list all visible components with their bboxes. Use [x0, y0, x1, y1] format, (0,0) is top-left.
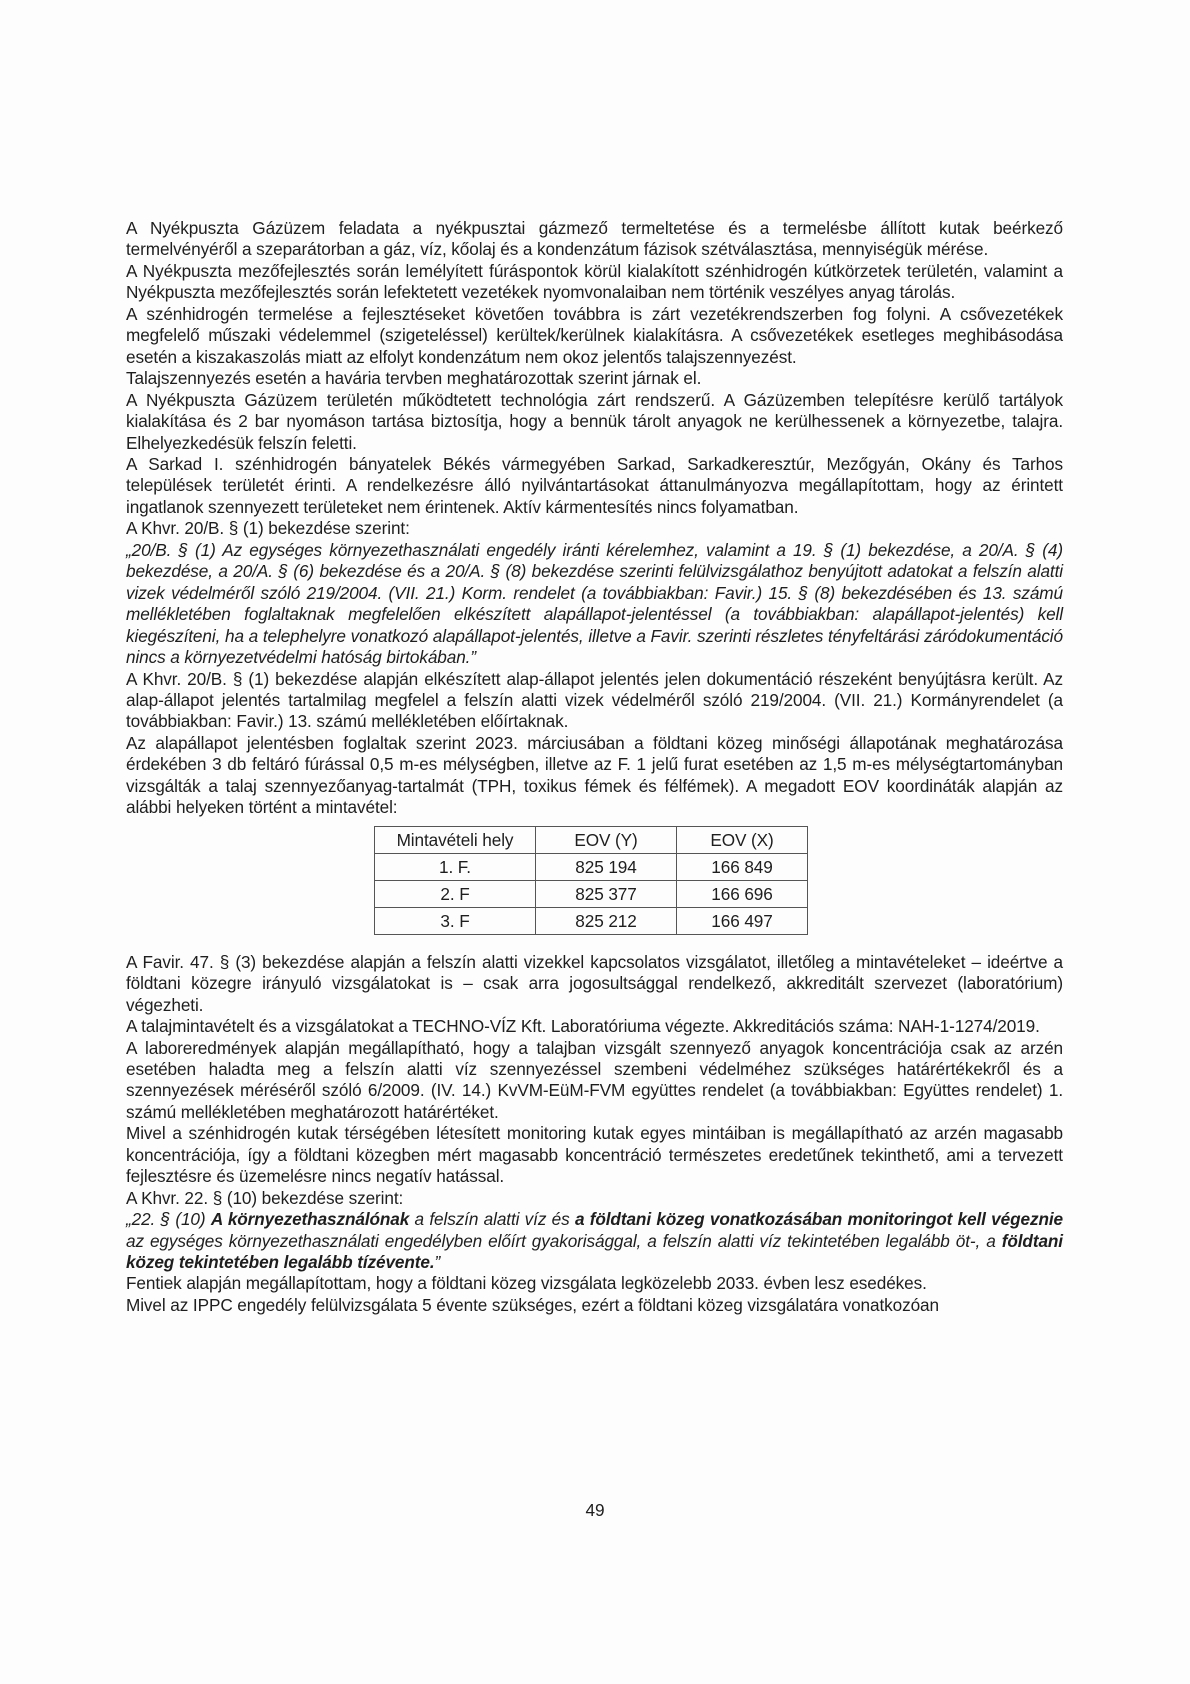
- table-row: [375, 907, 808, 934]
- paragraph-khvr-20b-intro: A Khvr. 20/B. § (1) bekezdése szerint:: [126, 518, 410, 539]
- table-header-row: [375, 826, 808, 853]
- quote-bold-text: A környezethasználónak: [210, 1209, 410, 1230]
- paragraph-mezofejlesztes: A Nyékpuszta mezőfejlesztés során lemélyített fúráspontok körül kialakított szénhidrogén kútkörzetek területén, valamint a Nyékpuszta mezőfejlesztés során lefektetett vezetékek nyomvonalaiban nem történik veszélyes anyag tárolás.: [126, 260, 1063, 303]
- cell-location: 1. F.: [375, 853, 536, 880]
- paragraph-vezetekrendszer: A szénhidrogén termelése a fejlesztéseket követően továbbra is zárt vezetékrendszerben fog folyni. A csővezetékek megfelelő műszaki védelemmel (szigeteléssel) kerültek/kerülnek kialakításra. A csővezetékek esetleges meghibásodása esetén a kiszakaszolás miatt az elfolyt kondenzátum nem okoz jelentős talajszennyezést.: [126, 303, 1063, 367]
- cell-eov-y: 825 377: [536, 880, 677, 907]
- paragraph-mintavetel: Az alapállapot jelentésben foglaltak szerint 2023. márciusában a földtani közeg minőségi állapotának meghatározása érdekében 3 db feltáró fúrással 0,5 m-es mélységben, illetve az F. 1 jelű furat esetében az 1,5 m-es mélységtartományban vizsgálták a talaj szennyezőanyag-tartalmát (TPH, toxikus fémek és félfémek). A megadott EOV koordináták alapján az alábbi helyeken történt a mintavétel:: [126, 732, 1063, 818]
- table-row: [375, 853, 808, 880]
- header-eov-y: EOV (Y): [536, 826, 677, 853]
- cell-eov-x: 166 849: [677, 853, 808, 880]
- paragraph-gazuzem-task: A Nyékpuszta Gázüzem feladata a nyékpusztai gázmező termeltetése és a termelésbe állított kutak beérkező termelvényéről a szeparátorban a gáz, víz, kőolaj és a kondenzátum fázisok szétválasztása, mennyiségük mérése.: [126, 218, 1063, 260]
- table-row: [375, 880, 808, 907]
- quote-text: a felszín alatti víz és: [409, 1209, 575, 1230]
- page-number: 49: [585, 1500, 605, 1520]
- sampling-locations-table: [374, 826, 808, 935]
- header-mintaveteli-hely: Mintavételi hely: [375, 826, 536, 853]
- paragraph-technologia: A Nyékpuszta Gázüzem területén működtetett technológia zárt rendszerű. A Gázüzemben telepítésre kerülő tartályok kialakítása és 2 bar nyomáson tartása biztosítja, hogy a bennük tárolt anyagok ne kerülhessenek a környezetbe, talajra. Elhelyezkedésük felszín feletti.: [126, 389, 1063, 453]
- quote-khvr-20b: „20/B. § (1) Az egységes környezethasználati engedély iránti kérelemhez, valamint a 19. § (1) bekezdése, a 20/A. § (4) bekezdése, a 20/A. § (6) bekezdése és a 20/A. § (8) bekezdése szerinti felülvizsgálathoz benyújtott adatokat a felszín alatti vizek védelméről szóló 219/2004. (VII. 21.) Korm. rendelet (a továbbiakban: Favir.) 15. § (8) bekezdésében és 13. számú mellékletében foglaltaknak megfelelően elkészített alapállapot-jelentéssel (a továbbiakban: alapállapot-jelentés) kell kiegészíteni, ha a telephelyre vonatkozó alapállapot-jelentés, illetve a Favir. szerinti részletes tényfeltárási záródokumentáció nincs a környezetvédelmi hatóság birtokában.”: [126, 539, 1063, 668]
- cell-eov-x: 166 696: [677, 880, 808, 907]
- paragraph-techno-viz: A talajmintavételt és a vizsgálatokat a TECHNO-VÍZ Kft. Laboratóriuma végezte. Akkreditációs száma: NAH-1-1274/2019.: [126, 1016, 1040, 1037]
- paragraph-havaria: Talajszennyezés esetén a havária tervben meghatározottak szerint járnak el.: [126, 368, 702, 389]
- header-eov-x: EOV (X): [677, 826, 808, 853]
- cell-location: 2. F: [375, 880, 536, 907]
- cell-eov-x: 166 497: [677, 907, 808, 934]
- body-text: [126, 218, 1063, 1316]
- cell-location: 3. F: [375, 907, 536, 934]
- quote-text: „22. § (10): [126, 1209, 211, 1230]
- paragraph-khvr-22-intro: A Khvr. 22. § (10) bekezdése szerint:: [126, 1187, 404, 1208]
- quote-bold-text: földtani közeg tekintetében legalább tízévente.: [126, 1230, 1063, 1273]
- cell-eov-y: 825 212: [536, 907, 677, 934]
- paragraph-ippc: Mivel az IPPC engedély felülvizsgálata 5 évente szükséges, ezért a földtani közeg vizsgálatára vonatkozóan: [126, 1294, 939, 1315]
- quote-text: az egységes környezethasználati engedélyben előírt gyakorisággal, a felszín alatti víz tekintetében legalább öt-, a: [126, 1230, 1002, 1251]
- paragraph-favir-47: A Favir. 47. § (3) bekezdése alapján a felszín alatti vizekkel kapcsolatos vizsgálatot, illetőleg a mintavételeket – ideértve a földtani közegre irányuló vizsgálatokat is – csak arra jogosultsággal rendelkező, akkreditált szervezet (laboratórium) végezheti.: [126, 951, 1063, 1015]
- sampling-table-wrapper: [126, 819, 1063, 952]
- paragraph-alapallapot-jelentes: A Khvr. 20/B. § (1) bekezdése alapján elkészített alap-állapot jelentés jelen dokumentáció részeként benyújtásra került. Az alap-állapot jelentés tartalmilag megfelel a felszín alatti vizek védelméről szóló 219/2004. (VII. 21.) Kormányrendelet (a továbbiakban: Favir.) 13. számú mellékletében előírtaknak.: [126, 668, 1063, 732]
- cell-eov-y: 825 194: [536, 853, 677, 880]
- quote-bold-text: a földtani közeg vonatkozásában monitoringot kell végeznie: [574, 1209, 1063, 1230]
- quote-khvr-22: [126, 1209, 1063, 1273]
- paragraph-fentiek-alapjan: Fentiek alapján megállapítottam, hogy a földtani közeg vizsgálata legközelebb 2033. évben lesz esedékes.: [126, 1273, 927, 1294]
- paragraph-arzen: Mivel a szénhidrogén kutak térségében létesített monitoring kutak egyes mintáiban is megállapítható az arzén magasabb koncentrációja, így a földtani közegben mért magasabb koncentráció természetes eredetűnek tekinthető, ami a tervezett fejlesztésre és üzemelésre nincs negatív hatással.: [126, 1123, 1063, 1187]
- paragraph-sarkad: A Sarkad I. szénhidrogén bányatelek Békés vármegyében Sarkad, Sarkadkeresztúr, Mezőgyán, Okány és Tarhos települések területét érinti. A rendelkezésre álló nyilvántartásokat áttanulmányozva megállapítottam, hogy az érintett ingatlanok szennyezett területeket nem érintenek. Aktív kármentesítés nincs folyamatban.: [126, 453, 1063, 517]
- paragraph-laboreredmenyek: A laboreredmények alapján megállapítható, hogy a talajban vizsgált szennyező anyagok koncentrációja csak az arzén esetében haladta meg a felszín alatti víz szennyezéssel szembeni védelméhez szükséges határértékekről és a szennyezések méréséről szóló 6/2009. (IV. 14.) KvVM-EüM-FVM együttes rendelet (a továbbiakban: Együttes rendelet) 1. számú mellékletében meghatározott határértéket.: [126, 1037, 1063, 1122]
- quote-text: ”: [434, 1252, 441, 1273]
